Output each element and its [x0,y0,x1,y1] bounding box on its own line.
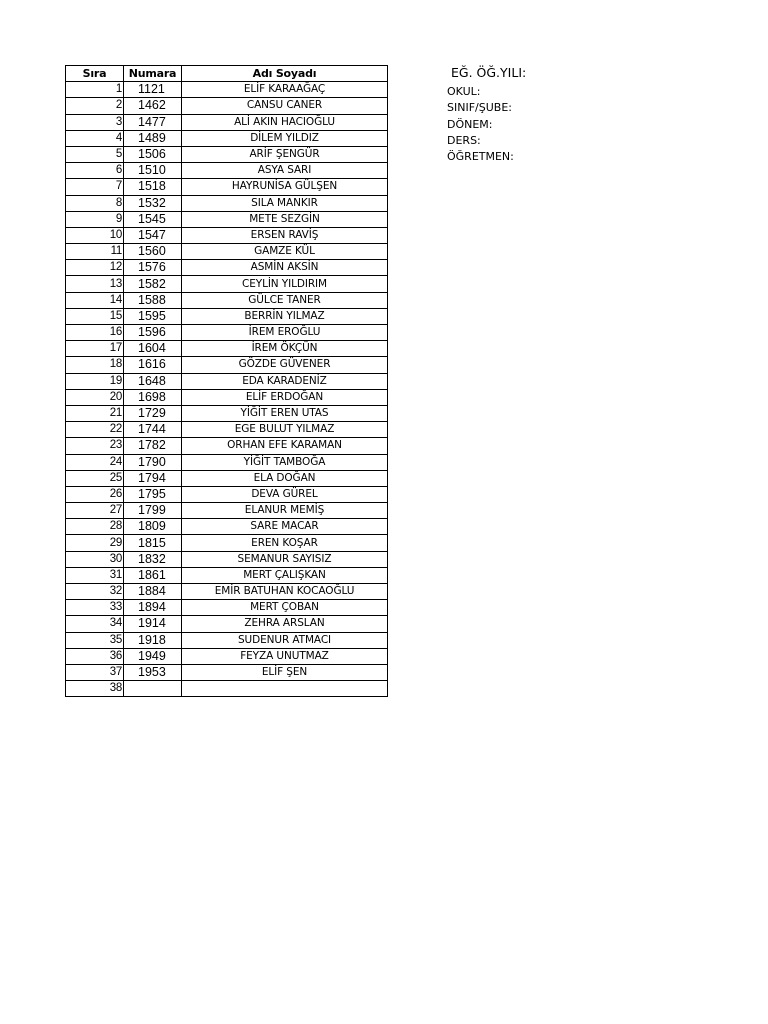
sira-cell: 18 [66,357,124,373]
info-block [447,64,526,165]
adi-soyadi-cell: ASYA SARI [182,163,388,179]
numara-cell: 1596 [124,325,182,341]
sira-cell: 13 [66,276,124,292]
table-row [66,357,388,373]
table-row [66,632,388,648]
table-row [66,454,388,470]
numara-cell: 1547 [124,227,182,243]
numara-cell: 1477 [124,114,182,130]
table-row [66,503,388,519]
adi-soyadi-cell: DEVA GÜREL [182,486,388,502]
info-field-label: DÖNEM: [447,117,493,131]
adi-soyadi-cell: ZEHRA ARSLAN [182,616,388,632]
sira-cell: 4 [66,130,124,146]
table-row [66,584,388,600]
sira-cell: 22 [66,422,124,438]
table-row [66,389,388,405]
sira-cell: 28 [66,519,124,535]
sira-cell: 1 [66,82,124,98]
adi-soyadi-cell: YİĞİT EREN UTAS [182,405,388,421]
numara-cell: 1815 [124,535,182,551]
adi-soyadi-cell: GÜLCE TANER [182,292,388,308]
table-row [66,648,388,664]
numara-cell: 1884 [124,584,182,600]
sira-cell: 12 [66,260,124,276]
numara-cell: 1729 [124,405,182,421]
adi-soyadi-cell: CANSU CANER [182,98,388,114]
sira-cell: 32 [66,584,124,600]
table-row [66,195,388,211]
numara-cell: 1506 [124,146,182,162]
header-sira: Sıra [66,66,124,82]
adi-soyadi-cell: METE SEZGİN [182,211,388,227]
numara-cell: 1532 [124,195,182,211]
sira-cell: 21 [66,405,124,421]
sira-cell: 30 [66,551,124,567]
numara-cell: 1545 [124,211,182,227]
adi-soyadi-cell: DİLEM YILDIZ [182,130,388,146]
numara-cell: 1861 [124,567,182,583]
sira-cell: 10 [66,227,124,243]
adi-soyadi-cell: ERSEN RAVİŞ [182,227,388,243]
numara-cell: 1560 [124,244,182,260]
table-row [66,276,388,292]
table-row [66,130,388,146]
table-row [66,179,388,195]
adi-soyadi-cell: EREN KOŞAR [182,535,388,551]
sira-cell: 34 [66,616,124,632]
header-numara: Numara [124,66,182,82]
numara-cell: 1489 [124,130,182,146]
numara-cell: 1510 [124,163,182,179]
adi-soyadi-cell: ORHAN EFE KARAMAN [182,438,388,454]
sira-cell: 27 [66,503,124,519]
adi-soyadi-cell: GÖZDE GÜVENER [182,357,388,373]
adi-soyadi-cell: SILA MANKIR [182,195,388,211]
numara-cell: 1588 [124,292,182,308]
table-row [66,325,388,341]
sira-cell: 20 [66,389,124,405]
table-row [66,535,388,551]
adi-soyadi-cell: ELA DOĞAN [182,470,388,486]
numara-cell: 1576 [124,260,182,276]
sira-cell: 38 [66,681,124,697]
table-row [66,82,388,98]
info-field-label: DERS: [447,133,481,147]
table-row [66,146,388,162]
table-row [66,438,388,454]
info-fields [447,84,526,165]
adi-soyadi-cell: İREM EROĞLU [182,325,388,341]
sira-cell: 3 [66,114,124,130]
numara-cell: 1914 [124,616,182,632]
sira-cell: 15 [66,308,124,324]
table-row [66,600,388,616]
numara-cell: 1744 [124,422,182,438]
table-body [66,82,388,697]
adi-soyadi-cell: YİĞİT TAMBOĞA [182,454,388,470]
numara-cell: 1582 [124,276,182,292]
numara-cell: 1809 [124,519,182,535]
table-row [66,422,388,438]
numara-cell: 1832 [124,551,182,567]
numara-cell: 1949 [124,648,182,664]
table-row [66,98,388,114]
adi-soyadi-cell: ELİF KARAAĞAÇ [182,82,388,98]
sira-cell: 8 [66,195,124,211]
sira-cell: 5 [66,146,124,162]
sira-cell: 11 [66,244,124,260]
table-row [66,260,388,276]
adi-soyadi-cell [182,681,388,697]
table-row [66,211,388,227]
numara-cell: 1121 [124,82,182,98]
numara-cell: 1795 [124,486,182,502]
adi-soyadi-cell: BERRİN YILMAZ [182,308,388,324]
sira-cell: 31 [66,567,124,583]
table-row [66,405,388,421]
table-row [66,373,388,389]
numara-cell: 1782 [124,438,182,454]
info-field-label: ÖĞRETMEN: [447,150,514,164]
table-row [66,616,388,632]
table-row [66,519,388,535]
sira-cell: 14 [66,292,124,308]
adi-soyadi-cell: EGE BULUT YILMAZ [182,422,388,438]
table-row [66,244,388,260]
header-adi-soyadi: Adı Soyadı [182,66,388,82]
info-field-label: SINIF/ŞUBE: [447,101,512,115]
table-row [66,486,388,502]
table-row [66,227,388,243]
numara-cell: 1595 [124,308,182,324]
numara-cell: 1953 [124,664,182,680]
adi-soyadi-cell: GAMZE KÜL [182,244,388,260]
table-row [66,308,388,324]
numara-cell: 1616 [124,357,182,373]
table-row [66,292,388,308]
adi-soyadi-cell: ARİF ŞENGÜR [182,146,388,162]
sira-cell: 6 [66,163,124,179]
table-row [66,681,388,697]
sira-cell: 24 [66,454,124,470]
numara-cell: 1799 [124,503,182,519]
numara-cell: 1698 [124,389,182,405]
table-row [66,567,388,583]
table-row [66,470,388,486]
adi-soyadi-cell: ELİF ŞEN [182,664,388,680]
sira-cell: 19 [66,373,124,389]
table-row [66,664,388,680]
sira-cell: 36 [66,648,124,664]
adi-soyadi-cell: EMİR BATUHAN KOCAOĞLU [182,584,388,600]
sira-cell: 9 [66,211,124,227]
numara-cell: 1518 [124,179,182,195]
numara-cell: 1648 [124,373,182,389]
adi-soyadi-cell: ASMİN AKSİN [182,260,388,276]
numara-cell: 1604 [124,341,182,357]
adi-soyadi-cell: MERT ÇOBAN [182,600,388,616]
numara-cell: 1794 [124,470,182,486]
sira-cell: 25 [66,470,124,486]
adi-soyadi-cell: FEYZA UNUTMAZ [182,648,388,664]
sira-cell: 2 [66,98,124,114]
sira-cell: 26 [66,486,124,502]
numara-cell: 1918 [124,632,182,648]
numara-cell: 1894 [124,600,182,616]
sira-cell: 33 [66,600,124,616]
numara-cell: 1790 [124,454,182,470]
table-row [66,163,388,179]
table-row [66,551,388,567]
adi-soyadi-cell: ALİ AKIN HACIOĞLU [182,114,388,130]
table-header-row [66,66,388,82]
adi-soyadi-cell: HAYRUNİSA GÜLŞEN [182,179,388,195]
adi-soyadi-cell: SEMANUR SAYISIZ [182,551,388,567]
academic-year-label: EĞ. ÖĞ.YILI: [451,65,527,80]
info-field-label: OKUL: [447,85,481,98]
student-roster-table [65,65,388,697]
adi-soyadi-cell: MERT ÇALIŞKAN [182,567,388,583]
sira-cell: 29 [66,535,124,551]
sira-cell: 7 [66,179,124,195]
sira-cell: 35 [66,632,124,648]
adi-soyadi-cell: İREM ÖKÇÜN [182,341,388,357]
adi-soyadi-cell: ELİF ERDOĞAN [182,389,388,405]
adi-soyadi-cell: ELANUR MEMİŞ [182,503,388,519]
adi-soyadi-cell: EDA KARADENİZ [182,373,388,389]
sira-cell: 37 [66,664,124,680]
numara-cell [124,681,182,697]
adi-soyadi-cell: SARE MACAR [182,519,388,535]
sira-cell: 23 [66,438,124,454]
adi-soyadi-cell: SUDENUR ATMACI [182,632,388,648]
table-row [66,114,388,130]
numara-cell: 1462 [124,98,182,114]
adi-soyadi-cell: CEYLİN YILDIRIM [182,276,388,292]
sira-cell: 17 [66,341,124,357]
sira-cell: 16 [66,325,124,341]
table-row [66,341,388,357]
